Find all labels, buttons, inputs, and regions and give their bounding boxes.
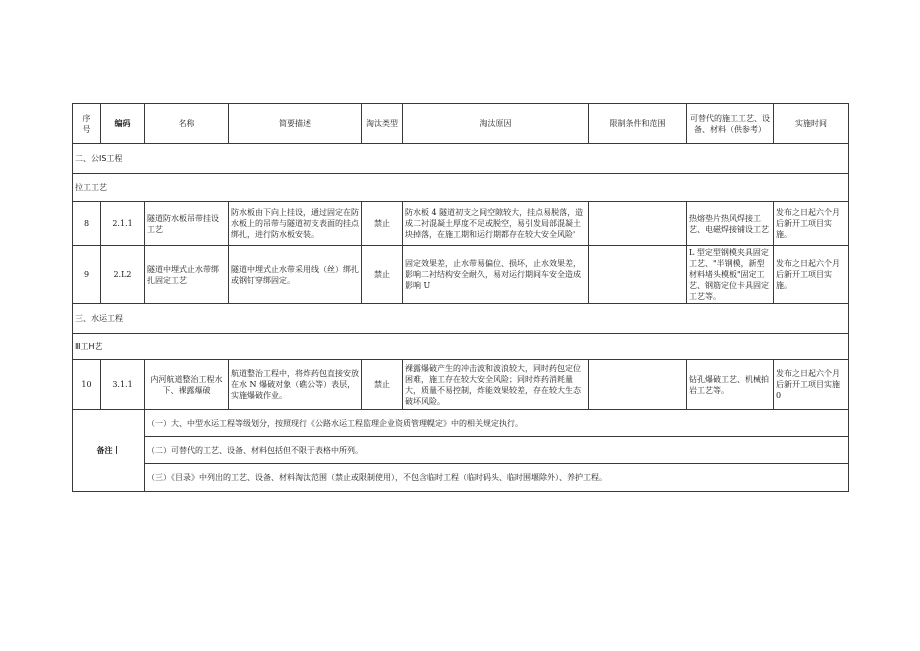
row-reason: 固定效果差，止水带易偏位、损坏，止水效果差，影响二衬结构安全耐久，易对运行期间车安全造成影响 U (403, 246, 589, 304)
header-type: 淘汰类型 (362, 104, 403, 144)
row-type: 禁止 (362, 360, 403, 410)
row-limit (589, 202, 687, 246)
row-name: 隧道防水板吊带挂设工艺 (145, 202, 229, 246)
header-time: 实施时间 (774, 104, 849, 144)
row-desc: 防水板由下向上挂设，通过固定在防水板上的吊带与隧道初支表面的挂点绑扎，进行防水板安装。 (229, 202, 362, 246)
row-time: 发布之日起六个月后新开工项目实施 0 (774, 360, 849, 410)
row-code: 2.1.1 (101, 202, 145, 246)
row-limit (589, 246, 687, 304)
header-limit: 限制条件和范围 (589, 104, 687, 144)
row-time: 发布之日起六个月后新开工项目实施。 (774, 202, 849, 246)
row-name: 隧道中埋式止水带绑扎固定工艺 (145, 246, 229, 304)
notes-row (73, 464, 849, 492)
elimination-table (72, 103, 849, 492)
header-desc: 简要描述 (229, 104, 362, 144)
row-desc: 隧道中埋式止水带采用线（丝）绑扎或钢钉穿绑固定。 (229, 246, 362, 304)
note-3: （三）《目录》中列出的工艺、设备、材料淘汰范围（禁止或限制使用），不包含临时工程（临时码头、临时围堰除外）、养护工程。 (145, 464, 849, 492)
row-alternative: 热熔垫片热风焊接工艺、电磁焊接铺设工艺 (687, 202, 774, 246)
row-seq: 8 (73, 202, 101, 246)
section-row (73, 144, 849, 174)
row-seq: 9 (73, 246, 101, 304)
notes-row (73, 410, 849, 437)
row-limit (589, 360, 687, 410)
section-title-highway: 二、公IS工程 (73, 144, 849, 174)
header-name: 名称 (145, 104, 229, 144)
section-row (73, 174, 849, 202)
row-code: 2.L2 (101, 246, 145, 304)
row-type: 禁止 (362, 202, 403, 246)
row-alternative: L 型定型钢模夹具固定工艺、"半钢模，新型材料堵头模板"固定工艺、钢筋定位卡具固定工艺等。 (687, 246, 774, 304)
row-name: 内河航道整治工程水下、裸露爆破 (145, 360, 229, 410)
row-type: 禁止 (362, 246, 403, 304)
row-seq: 10 (73, 360, 101, 410)
header-alt: 可替代的施工工艺、设备、材料（供参考） (687, 104, 774, 144)
subsection-construction-process: 拉工工艺 (73, 174, 849, 202)
row-reason: 裸露爆破产生的冲击波和波浪较大，同时药包定位困难，施工存在较大安全风险；同时炸药消耗量大，质量不易控制，炸能效果较差，存在较大生态破坏风险。 (403, 360, 589, 410)
subsection-construction-process-water: Ⅲ工H艺 (73, 334, 849, 360)
notes-row (73, 437, 849, 464)
table-row (73, 246, 849, 304)
row-reason: 防水板 4 隧道初支之间空隙较大，挂点易脱落，造成二衬混凝土厚度不足或脱空，易引发局部混凝土块掉落，在施工期和运行期都存在较大安全风险' (403, 202, 589, 246)
row-code: 3.1.1 (101, 360, 145, 410)
header-reason: 淘汰原因 (403, 104, 589, 144)
section-title-waterway: 三、水运工程 (73, 304, 849, 334)
section-row (73, 304, 849, 334)
note-1: （一）大、中型水运工程等级划分，按照现行《公路水运工程监理企业资质管理幌定》中的相关规定执行。 (145, 410, 849, 437)
section-row (73, 334, 849, 360)
header-code: 编码 (101, 104, 145, 144)
notes-label: 备注丨 (73, 410, 145, 492)
note-2: （二）可替代的工艺、设备、材料包括但不限于表格中所列。 (145, 437, 849, 464)
table-row (73, 202, 849, 246)
row-time: 发布之日起六个月后新开工项目实施。 (774, 246, 849, 304)
header-row (73, 104, 849, 144)
header-seq: 序 号 (73, 104, 101, 144)
table-row (73, 360, 849, 410)
row-desc: 航道整治工程中，将炸药包直接安放在水 N 爆破对象（礁公等）表层，实施爆破作业。 (229, 360, 362, 410)
row-alternative: 钻孔爆破工艺、机械拍岩工艺等。 (687, 360, 774, 410)
